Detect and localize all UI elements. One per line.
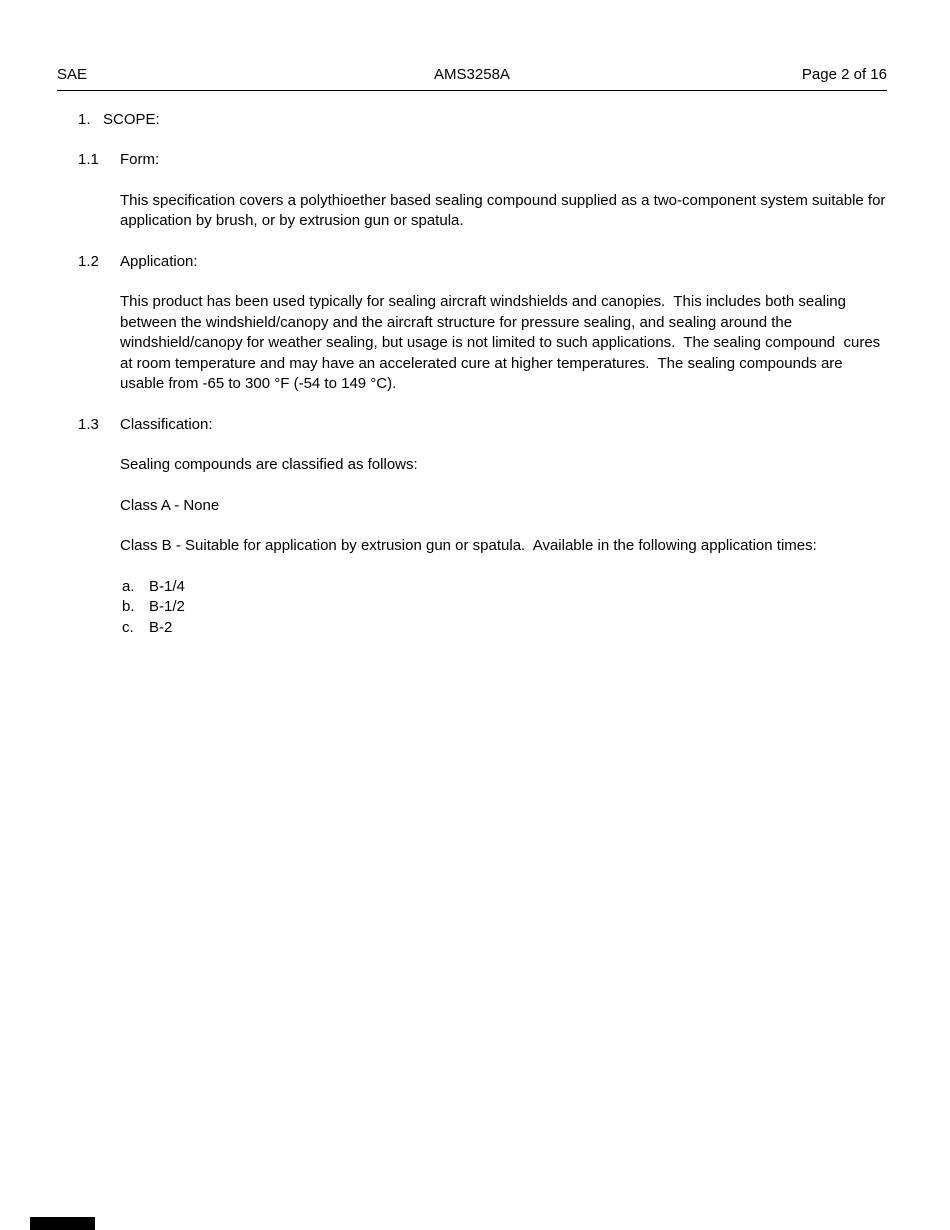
section-heading-form <box>78 150 887 171</box>
list-item <box>122 618 887 639</box>
paragraph-class-b: Class B - Suitable for application by extrusion gun or spatula. Available in the following application times: <box>120 537 817 554</box>
list-item-marker: b. <box>122 598 135 615</box>
header-page-number: Page 2 of 16 <box>801 66 887 83</box>
section-heading-classification <box>78 415 887 436</box>
section-title: Application: <box>120 252 198 270</box>
document-body <box>57 91 890 639</box>
section-number: 1.1 <box>78 151 99 168</box>
list-item-text: B-1/4 <box>149 577 185 595</box>
list-item-text: B-1/2 <box>149 598 185 615</box>
header-org: SAE <box>57 66 88 83</box>
application-times-list <box>122 577 887 639</box>
paragraph-classification-intro: Sealing compounds are classified as follows: <box>120 456 418 473</box>
list-item <box>122 597 887 618</box>
paragraph-class-a: Class A - None <box>120 496 220 514</box>
section-title: Form: <box>120 151 160 168</box>
section-number: 1.2 <box>78 252 99 270</box>
scan-artifact <box>30 1217 95 1230</box>
header-doc-number: AMS3258A <box>434 66 510 83</box>
section-heading-scope <box>78 110 887 131</box>
paragraph-application: This product has been used typically for sealing aircraft windshields and canopies. This includes both sealing between the windshield/canopy and the aircraft structure for pressure sealing, and sealing around the windshield/canopy for weather sealing, but usage is not limited to such applications. The sealing compound cures at room temperature and may have an accelerated cure at higher temperatures. The sealing compounds are usable from -65 to 300 °F (-54 to 149 °C). <box>120 293 885 392</box>
section-heading-application <box>78 252 887 273</box>
paragraph-form: This specification covers a polythioether based sealing compound supplied as a two-component system suitable for application by brush, or by extrusion gun or spatula. <box>120 191 890 229</box>
page-header <box>57 65 887 91</box>
section-number: 1.3 <box>78 415 99 433</box>
list-item-marker: a. <box>122 577 135 595</box>
section-title: Classification: <box>120 415 213 433</box>
list-item-marker: c. <box>122 618 134 636</box>
section-title: SCOPE: <box>103 110 160 128</box>
list-item <box>122 577 887 598</box>
section-number: 1. <box>78 110 91 128</box>
list-item-text: B-2 <box>149 618 173 636</box>
